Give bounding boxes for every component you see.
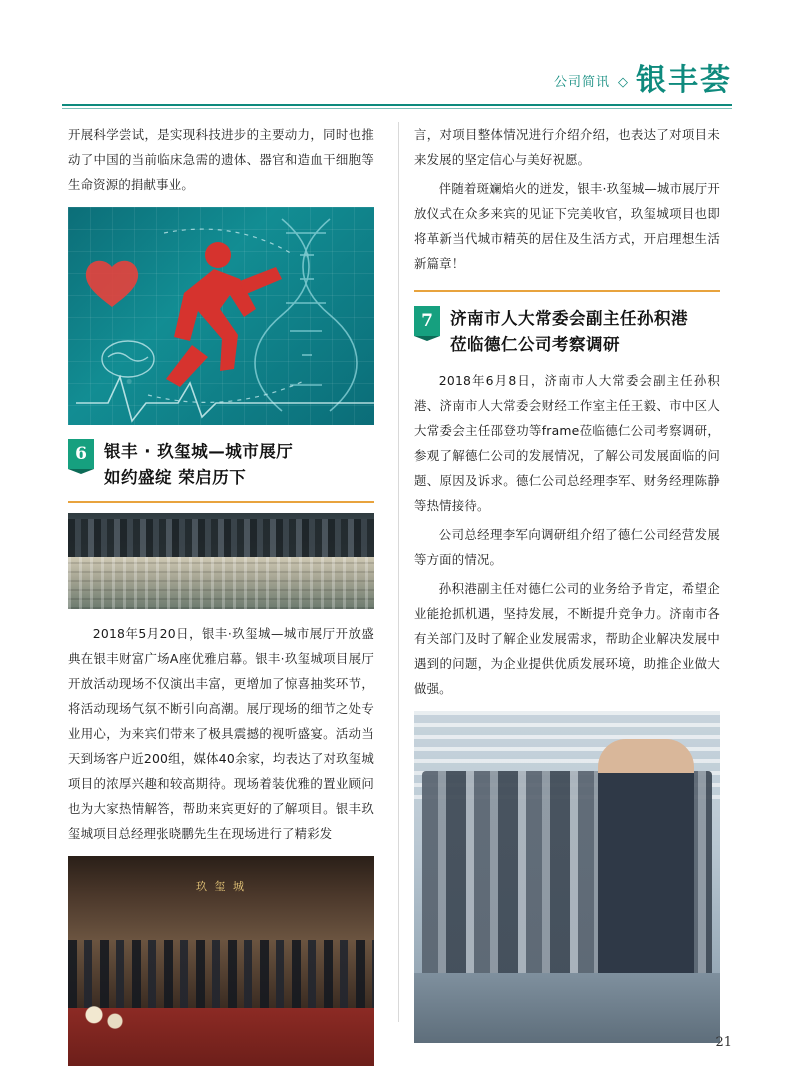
- section-7-paragraph-3: 孙积港副主任对德仁公司的业务给予肯定，希望企业能抢抓机遇，坚持发展，不断提升竞争力。济南市各有关部门及时了解企业发展需求，帮助企业解决发展中遇到的问题，为企业提供优质发展环境，助推企业做大做强。: [414, 581, 720, 696]
- property-model: [68, 557, 374, 609]
- figure-crowd-photo: [68, 513, 374, 609]
- header-section-label: 公司简讯: [553, 75, 610, 90]
- section-7-paragraph-2: 公司总经理李军向调研组介绍了德仁公司经营发展等方面的情况。: [414, 527, 720, 567]
- executive-figure: [598, 739, 694, 989]
- office-floor: [414, 973, 720, 1043]
- right-column: [414, 122, 720, 1055]
- left-column: [68, 122, 374, 1078]
- ceremony-backdrop-logo: 玖 玺 城: [196, 880, 246, 893]
- header-divider-mark: ◇: [618, 75, 628, 90]
- page-number: 21: [715, 1035, 732, 1050]
- section-7-top-rule: [414, 290, 720, 292]
- right-paragraph-2: 伴随着斑斓焰火的迸发，银丰·玖玺城—城市展厅开放仪式在众多来宾的见证下完美收官，玖玺城项目也即将革新当代城市精英的居住及生活方式，开启理想生活新篇章！: [414, 181, 720, 271]
- column-divider: [398, 122, 399, 1022]
- header-rule: [62, 104, 732, 106]
- section-6-title-line2: 如约盛绽 荣启历下: [104, 468, 247, 487]
- figure-business-photo: [414, 711, 720, 1043]
- header-rule-thin: [62, 108, 732, 109]
- section-6-heading: [68, 439, 374, 491]
- section-7-title-line1: 济南市人大常委会副主任孙积港: [450, 309, 688, 328]
- section-6-paragraph: 2018年5月20日，银丰·玖玺城—城市展厅开放盛典在银丰财富广场A座优雅启幕。银丰·玖玺城项目展厅开放活动现场不仅演出丰富，更增加了惊喜抽奖环节，将活动现场气氛不断引向高潮。展厅现场的细节之处专业用心，为来宾们带来了极具震撼的视听盛宴。活动当天到场客户近200组，媒体40余家，均表达了对玖玺城项目的浓厚兴趣和较高期待。现场着装优雅的置业顾问也为大家热情解答，帮助来宾更好的了解项目。银丰玖玺城项目总经理张晓鹏先生在现场进行了精彩发: [68, 626, 374, 841]
- left-continued-paragraph: 开展科学尝试，是实现科技进步的主要动力，同时也推动了中国的当前临床急需的遗体、器官和造血干细胞等生命资源的捐献事业。: [68, 127, 374, 192]
- publication-logo: 银丰荟: [636, 63, 732, 98]
- figure-science-illustration: [68, 207, 374, 425]
- figure-ceremony-photo: [68, 856, 374, 1066]
- section-7-paragraph-1: 2018年6月8日，济南市人大常委会副主任孙积港、济南市人大常委会财经工作室主任王毅、市中区人大常委会主任邵登功等frame莅临德仁公司考察调研，参观了解德仁公司的发展情况，了解公司发展面临的问题、原因及诉求。德仁公司总经理李军、财务经理陈静等热情接待。: [414, 373, 720, 513]
- ceremony-flowers: [76, 998, 136, 1040]
- crowd-people: [68, 519, 374, 561]
- section-7-heading: [414, 306, 720, 358]
- section-7-title-line2: 莅临德仁公司考察调研: [450, 335, 620, 354]
- section-6-title-line1: 银丰 · 玖玺城—城市展厅: [104, 442, 294, 461]
- section-6-number: 6: [68, 439, 94, 469]
- section-7-number: 7: [414, 306, 440, 336]
- section-6-rule: [68, 501, 374, 503]
- science-graphic: [68, 207, 374, 425]
- right-continued-paragraph: 言，对项目整体情况进行介绍介绍，也表达了对项目未来发展的坚定信心与美好祝愿。: [414, 127, 720, 167]
- page-header: [553, 63, 732, 98]
